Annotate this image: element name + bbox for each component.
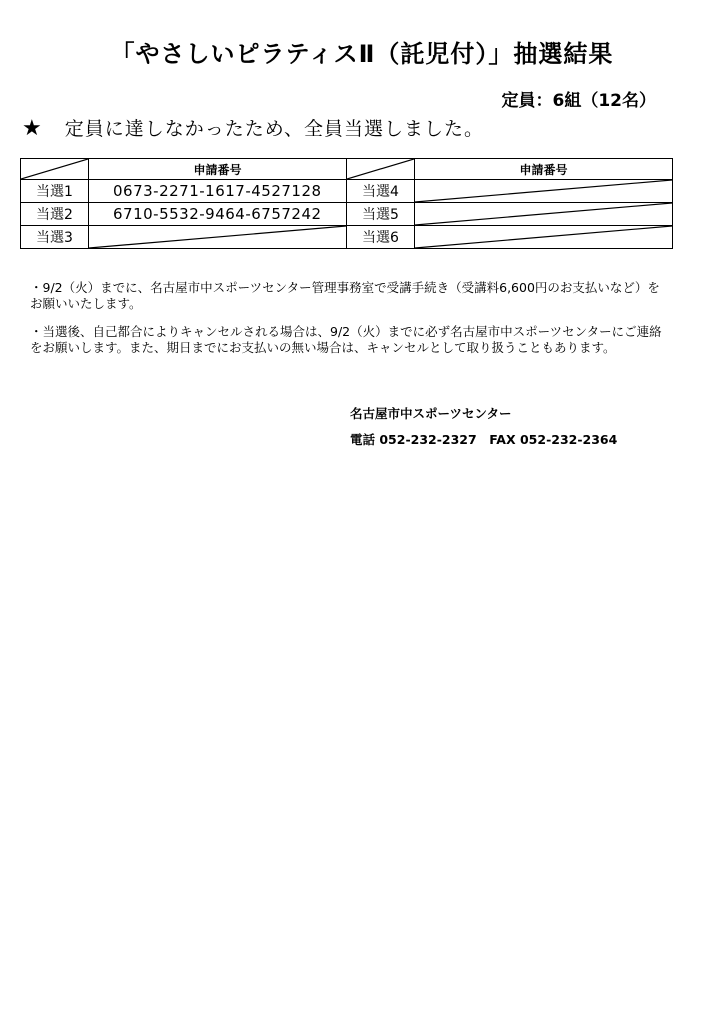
empty-cell <box>89 226 347 249</box>
contact-org: 名古屋市中スポーツセンター <box>350 406 512 421</box>
results-table <box>20 158 673 249</box>
note-cancellation: ・当選後、自己都合によりキャンセルされる場合は、9/2（火）までに必ず名古屋市中スポーツセンターにご連絡をお願いします。また、期日までにお支払いの無い場合は、キャンセルとして取り扱うこともあります。 <box>30 324 662 355</box>
empty-cell <box>415 180 673 203</box>
column-header: 申請番号 <box>415 159 673 180</box>
row-label: 当選5 <box>347 203 415 226</box>
column-header: 申請番号 <box>89 159 347 180</box>
row-label: 当選4 <box>347 180 415 203</box>
table-row <box>21 203 673 226</box>
corner-cell <box>347 159 415 180</box>
row-label: 当選1 <box>21 180 89 203</box>
corner-cell <box>21 159 89 180</box>
row-label: 当選3 <box>21 226 89 249</box>
capacity-text: 定員：6組（12名） <box>501 91 656 111</box>
contact-phone: 電話 052-232-2327 FAX 052-232-2364 <box>350 432 618 447</box>
application-number: 6710-5532-9464-6757242 <box>89 203 347 226</box>
table-header-row <box>21 159 673 180</box>
empty-cell <box>415 203 673 226</box>
row-label: 当選6 <box>347 226 415 249</box>
star-icon: ★ <box>22 116 43 141</box>
note-payment: ・9/2（火）までに、名古屋市中スポーツセンター管理事務室で受講手続き（受講料6,600円のお支払いなど）をお願いいたします。 <box>30 280 660 311</box>
notice-text: 定員に達しなかったため、全員当選しました。 <box>64 118 484 140</box>
table-row <box>21 226 673 249</box>
empty-cell <box>415 226 673 249</box>
application-number: 0673-2271-1617-4527128 <box>89 180 347 203</box>
table-row <box>21 180 673 203</box>
notice <box>22 114 484 141</box>
row-label: 当選2 <box>21 203 89 226</box>
page-title: 「やさしいピラティスⅡ（託児付）」抽選結果 <box>110 40 614 68</box>
